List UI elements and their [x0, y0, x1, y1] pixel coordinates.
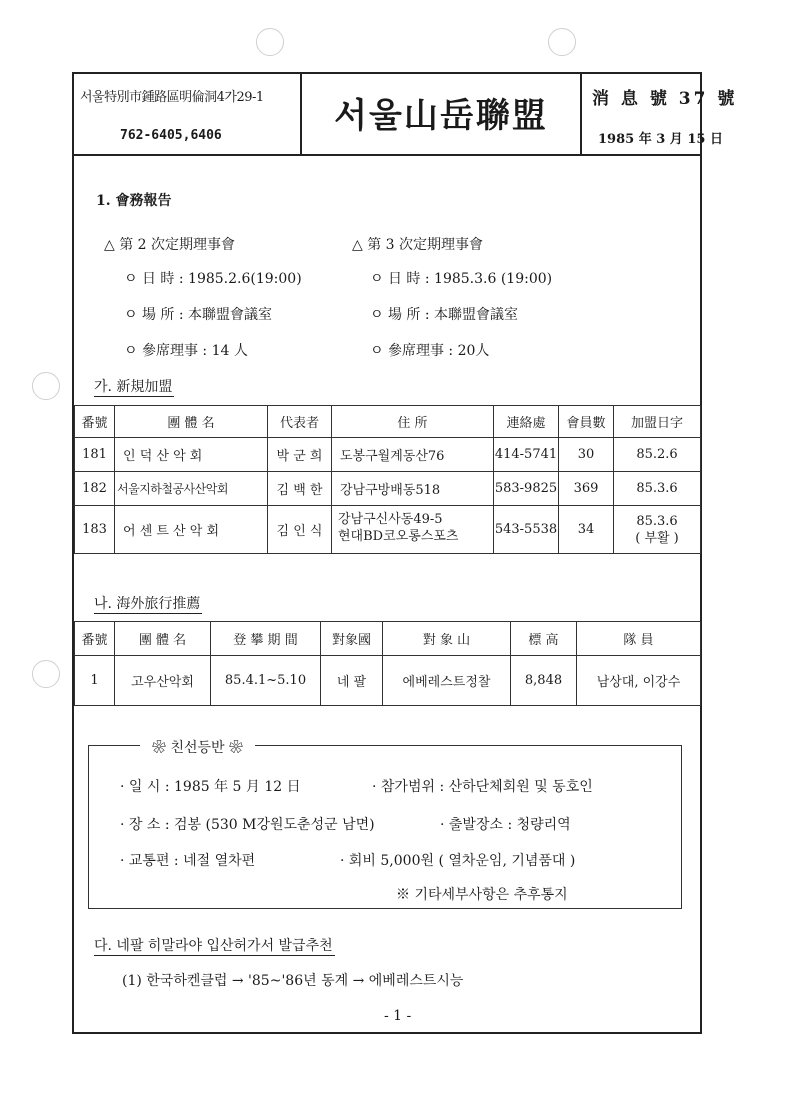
event-participants: · 참가범위 : 산하단체회원 및 동호인 — [372, 779, 593, 795]
event-fee: · 회비 5,000원 ( 열차운임, 기념품대 ) — [340, 853, 576, 869]
new-members-table — [74, 405, 701, 554]
event-title: ❀ 친선등반 ❀ — [140, 737, 255, 757]
cell-contact: 543-5538 — [494, 506, 559, 554]
column-header: 標 高 — [511, 622, 577, 656]
table-row — [75, 506, 701, 554]
issue-number: 消 息 號 37 號 — [592, 89, 738, 109]
cell-club-name: 인 덕 산 악 회 — [115, 438, 268, 472]
column-header: 團 體 名 — [115, 406, 268, 438]
cell-members: 남상대, 이강수 — [577, 656, 701, 706]
cell-contact: 414-5741 — [494, 438, 559, 472]
cell-number: 183 — [75, 506, 115, 554]
meeting-3-place: ㅇ 場 所 : 本聯盟會議室 — [370, 307, 519, 323]
letterhead-contact — [72, 72, 302, 154]
page-number: - 1 - — [384, 1008, 412, 1024]
event-date: · 일 시 : 1985 年 5 月 12 日 — [120, 779, 301, 795]
meeting-2-place: ㅇ 場 所 : 本聯盟會議室 — [124, 307, 273, 323]
table-row — [75, 656, 701, 706]
binder-hole — [32, 372, 60, 400]
cell-representative: 김 백 한 — [268, 472, 332, 506]
table-header-row — [75, 622, 701, 656]
address-line: 현대BD코오롱스포츠 — [338, 529, 459, 544]
cell-country: 네 팔 — [321, 656, 383, 706]
organization-name: 서울山岳聯盟 — [334, 96, 548, 136]
column-header: 番號 — [75, 622, 115, 656]
issue-date: 1985 年 3 月 15 日 — [598, 132, 723, 147]
meeting-2-date: ㅇ 日 時 : 1985.2.6(19:00) — [124, 271, 302, 287]
permit-item-1: (1) 한국하켄클럽 → '85~'86년 동계 → 에베레스트시능 — [122, 973, 464, 989]
column-header: 加盟日字 — [614, 406, 701, 438]
column-header: 連絡處 — [494, 406, 559, 438]
table-row — [75, 438, 701, 472]
cell-address: 강남구방배동518 — [332, 472, 494, 506]
cell-member-count: 30 — [559, 438, 614, 472]
binder-hole — [256, 28, 284, 56]
cell-number: 181 — [75, 438, 115, 472]
event-transport: · 교통편 : 네절 열차편 — [120, 853, 256, 869]
cell-number: 182 — [75, 472, 115, 506]
letterhead-issue — [582, 72, 738, 154]
cell-address — [332, 506, 494, 554]
column-header: 代表者 — [268, 406, 332, 438]
column-header: 對 象 山 — [383, 622, 511, 656]
meeting-3-title: △ 第 3 次定期理事會 — [352, 237, 484, 253]
address: 서울特別市鍾路區明倫洞4가29-1 — [80, 90, 264, 105]
event-note: ※ 기타세부사항은 추후통지 — [396, 887, 568, 903]
event-departure: · 출발장소 : 청량리역 — [440, 817, 571, 833]
cell-representative: 박 군 희 — [268, 438, 332, 472]
join-note: ( 부활 ) — [635, 530, 679, 546]
phone-number: 762-6405,6406 — [120, 128, 222, 143]
column-header: 團 體 名 — [115, 622, 211, 656]
meeting-2-attendance: ㅇ 參席理事 : 14 人 — [124, 343, 248, 359]
subsection-title-permit: 다. 네팔 히말라야 입산허가서 발급추천 — [94, 938, 333, 954]
cell-club-name: 고우산악회 — [115, 656, 211, 706]
cell-number: 1 — [75, 656, 115, 706]
table-row — [75, 472, 701, 506]
cell-member-count: 34 — [559, 506, 614, 554]
cell-elevation: 8,848 — [511, 656, 577, 706]
cell-member-count: 369 — [559, 472, 614, 506]
column-header: 對象國 — [321, 622, 383, 656]
letterhead — [72, 72, 738, 156]
overseas-table — [74, 621, 701, 706]
subsection-title-overseas: 나. 海外旅行推薦 — [94, 596, 201, 612]
meeting-2-title: △ 第 2 次定期理事會 — [104, 237, 236, 253]
event-location: · 장 소 : 검봉 (530 M강원도춘성군 남면) — [120, 817, 375, 833]
column-header: 登 攀 期 間 — [211, 622, 321, 656]
column-header: 番號 — [75, 406, 115, 438]
address-line: 강남구신사동49-5 — [338, 512, 443, 527]
section-title: 1. 會務報告 — [96, 193, 172, 209]
table-header-row — [75, 406, 701, 438]
subsection-title-new-members: 가. 新規加盟 — [94, 379, 173, 395]
join-date: 85.3.6 — [636, 513, 678, 529]
letterhead-brand — [302, 72, 582, 154]
cell-period: 85.4.1~5.10 — [211, 656, 321, 706]
column-header: 會員數 — [559, 406, 614, 438]
cell-join-date — [614, 506, 701, 554]
cell-join-date: 85.2.6 — [614, 438, 701, 472]
cell-club-name: 서울지하철공사산악회 — [115, 472, 268, 506]
binder-hole — [548, 28, 576, 56]
column-header: 住 所 — [332, 406, 494, 438]
meeting-3-attendance: ㅇ 參席理事 : 20人 — [370, 343, 490, 359]
meeting-3-date: ㅇ 日 時 : 1985.3.6 (19:00) — [370, 271, 553, 287]
cell-club-name: 어 센 트 산 악 회 — [115, 506, 268, 554]
cell-join-date: 85.3.6 — [614, 472, 701, 506]
cell-address: 도봉구월계동산76 — [332, 438, 494, 472]
binder-hole — [32, 660, 60, 688]
column-header: 隊 員 — [577, 622, 701, 656]
cell-representative: 김 인 식 — [268, 506, 332, 554]
cell-contact: 583-9825 — [494, 472, 559, 506]
cell-mountain: 에베레스트정찰 — [383, 656, 511, 706]
